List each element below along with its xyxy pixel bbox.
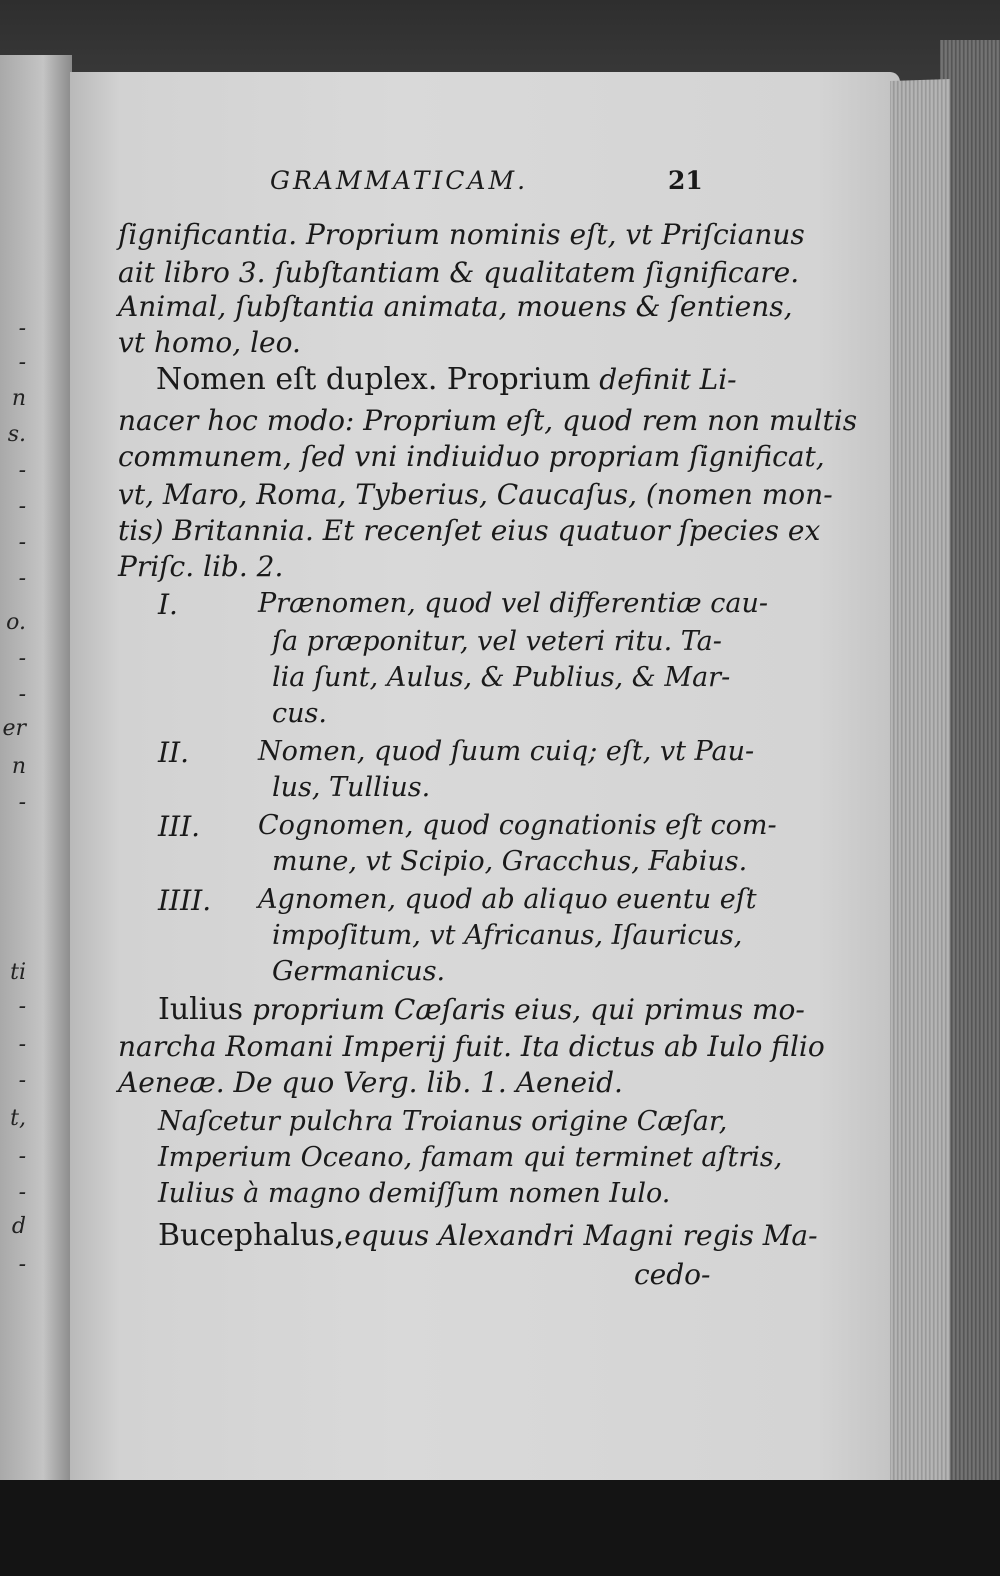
text-line: ait libro 3. ſubſtantiam & qualitatem ſignificare. [118,256,800,289]
text-line: vt homo, leo. [118,326,301,359]
text-span: definit Li- [590,363,737,396]
text-line: tis) Britannia. Et recenſet eius quatuor ſpecies ex [118,514,821,547]
text-span-roman: Bucephalus, [158,1218,345,1253]
left-fragment: - [18,1144,26,1169]
text-span-roman: Iulius [158,992,244,1027]
left-fragment: - [18,530,26,555]
item-line: lus, Tullius. [272,772,431,803]
item-line: Germanicus. [272,956,446,987]
text-span: proprium Cæſaris eius, qui primus mo- [243,993,805,1026]
text-line: vt, Maro, Roma, Tyberius, Caucaſus, (nomen mon- [118,478,833,511]
item-number: IIII. [158,884,212,917]
left-fragment: - [18,350,26,375]
left-fragment: - [18,316,26,341]
item-line: cus. [272,698,327,729]
item-number: III. [158,810,201,843]
background-bottom [0,1480,1000,1576]
text-line [158,1218,818,1253]
text-line: nacer hoc modo: Proprium eſt, quod rem non multis [118,404,858,437]
item-number: I. [158,588,178,621]
text-span: Animal, ſubſtantia animata, mouens & ſentiens, [118,290,793,323]
left-fragment: - [18,458,26,483]
verse-line: Iulius à magno demiſſum nomen Iulo. [158,1178,671,1209]
text-line: communem, ſed vni indiuiduo propriam ſignificat, [118,440,825,473]
item-line: Prænomen, quod vel differentiæ cau- [258,588,768,619]
left-fragment: t, [10,1106,26,1131]
left-fragment: o. [6,610,26,635]
page-number: 21 [668,166,703,195]
left-fragment: - [18,566,26,591]
text-span-roman: Nomen eſt duplex. Proprium [156,362,591,397]
text-line [158,992,805,1027]
left-fragment: er [2,716,26,741]
left-fragment: n [11,386,26,411]
left-fragment: - [18,682,26,707]
verse-line: Imperium Oceano, famam qui terminet aſtris, [158,1142,783,1173]
text-line: ſignificantia. Proprium nominis eſt, vt Priſcianus [118,218,805,251]
left-fragment: - [18,646,26,671]
text-line: Aeneæ. De quo Verg. lib. 1. Aeneid. [118,1066,623,1099]
book-fore-edge [890,79,950,1491]
left-fragment: - [18,1252,26,1277]
left-fragment: - [18,994,26,1019]
text-line [118,290,793,323]
left-fragment: s. [7,422,26,447]
verse-line: Naſcetur pulchra Troianus origine Cæſar, [158,1106,728,1137]
text-line: Priſc. lib. 2. [118,550,284,583]
left-fragment: - [18,1032,26,1057]
item-line: Agnomen, quod ab aliquo euentu eſt [258,884,757,915]
text-span: equus Alexandri Magni regis Ma- [344,1219,818,1252]
left-fragment: - [18,1068,26,1093]
item-line: impoſitum, vt Africanus, Iſauricus, [272,920,743,951]
left-fragment: - [18,790,26,815]
item-line: lia ſunt, Aulus, & Publius, & Mar- [272,662,731,693]
left-fragment: n [11,754,26,779]
item-line: Nomen, quod ſuum cuiq; eſt, vt Pau- [258,736,755,767]
item-line: ſa præponitur, vel veteri ritu. Ta- [272,626,722,657]
left-fragment: d [11,1214,26,1239]
left-fragment: ti [10,960,26,985]
item-line: Cognomen, quod cognationis eſt com- [258,810,777,841]
catchword: cedo- [634,1258,711,1291]
left-fragment: - [18,1180,26,1205]
running-title: GRAMMATICAM. [270,166,529,195]
item-number: II. [158,736,190,769]
item-line: mune, vt Scipio, Gracchus, Fabius. [272,846,748,877]
left-fragment: - [18,494,26,519]
text-line [156,362,737,397]
text-line: narcha Romani Imperij fuit. Ita dictus ab Iulo filio [118,1030,825,1063]
